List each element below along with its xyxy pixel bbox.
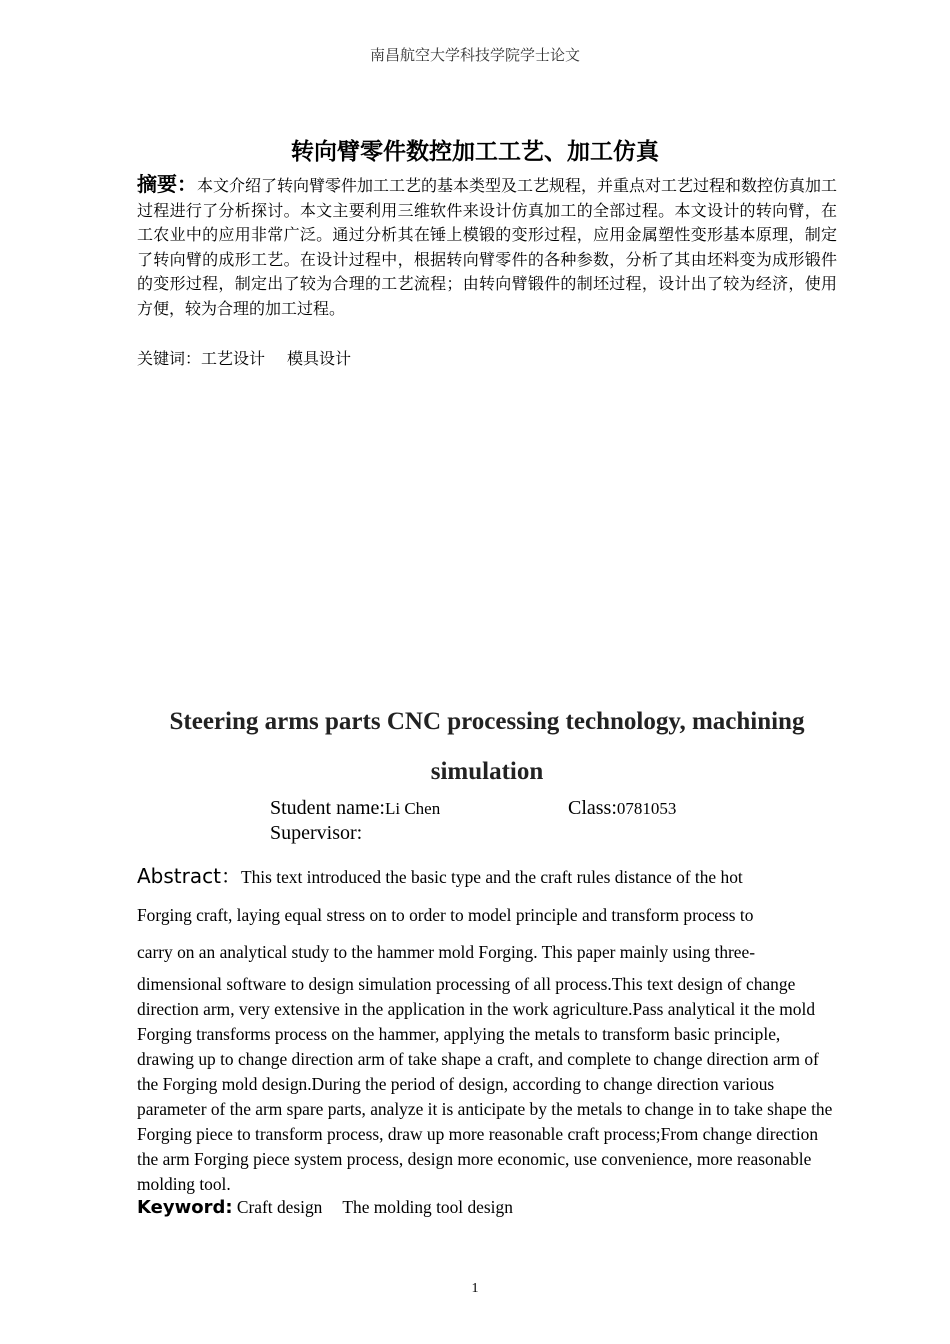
running-header: 南昌航空大学科技学院学士论文 [369, 48, 580, 64]
student-name-value: Li Chen [384, 799, 441, 818]
english-abstract-text: carry on an analytical study to the hammer mold Forging. This paper mainly using three- [137, 942, 756, 962]
english-abstract-text: Forging craft, laying equal stress on to order to model principle and transform process to [137, 904, 754, 925]
chinese-keywords [137, 347, 837, 372]
chinese-keywords-label: 关键词： [137, 349, 202, 368]
student-name-label: Student name: [270, 797, 385, 819]
english-abstract [137, 858, 837, 1197]
class-field [568, 796, 676, 821]
supervisor-label: Supervisor: [270, 822, 363, 844]
class-label: Class: [568, 797, 617, 819]
chinese-keyword: 模具设计 [287, 351, 352, 368]
student-info [270, 796, 790, 846]
chinese-abstract-text: 本文介绍了转向臂零件加工工艺的基本类型及工艺规程，并重点对工艺过程和数控仿真加工过程进行了分析探讨。本文主要利用三维软件来设计仿真加工的全部过程。本文设计的转向臂，在工农业中的应用非常广泛。通过分析其在锤上模锻的变形过程，应用金属塑性变形基本原理，制定了转向臂的成形工艺。在设计过程中，根据转向臂零件的各种参数，分析了其由坯料变为成形锻件的变形过程，制定出了较为合理的工艺流程；由转向臂锻件的制坯过程，设计出了较为经济，使用方便，较为合理的加工过程。 [137, 178, 838, 318]
english-keywords [137, 1195, 837, 1220]
english-keywords-label: Keyword: [137, 1197, 233, 1218]
english-abstract-text: This text introduced the basic type and the craft rules distance of the hot [240, 867, 743, 887]
chinese-abstract-label: 摘要： [137, 172, 197, 196]
english-abstract-label: Abstract： [137, 864, 241, 888]
chinese-keyword: 工艺设计 [201, 351, 266, 368]
page-number: 1 [471, 1281, 479, 1296]
english-keyword: The molding tool design [342, 1197, 513, 1217]
english-title: Steering arms parts CNC processing technology, machining simulation [169, 708, 805, 785]
class-value: 0781053 [616, 799, 677, 818]
chinese-title: 转向臂零件数控加工工艺、加工仿真 [291, 139, 659, 165]
english-keyword: Craft design [236, 1197, 323, 1217]
chinese-abstract [137, 172, 837, 322]
english-abstract-text: dimensional software to design simulation processing of all process.This text design of change direction arm, very extensive in the application in the work agriculture.Pass analytical it the mold Forging transforms process on the hammer, applying the metals to transform basic principle, drawing up to change direction arm of take shape a craft, and complete to change direction arm of the Forging mold design.During the period of design, according to change direction various parameter of the arm spare parts, analyze it is anticipate by the metals to change in to take shape the Forging piece to transform process, draw up more reasonable craft process;From change direction the arm Forging piece system process, design more economic, use convenience, more reasonable molding tool. [137, 973, 833, 1194]
